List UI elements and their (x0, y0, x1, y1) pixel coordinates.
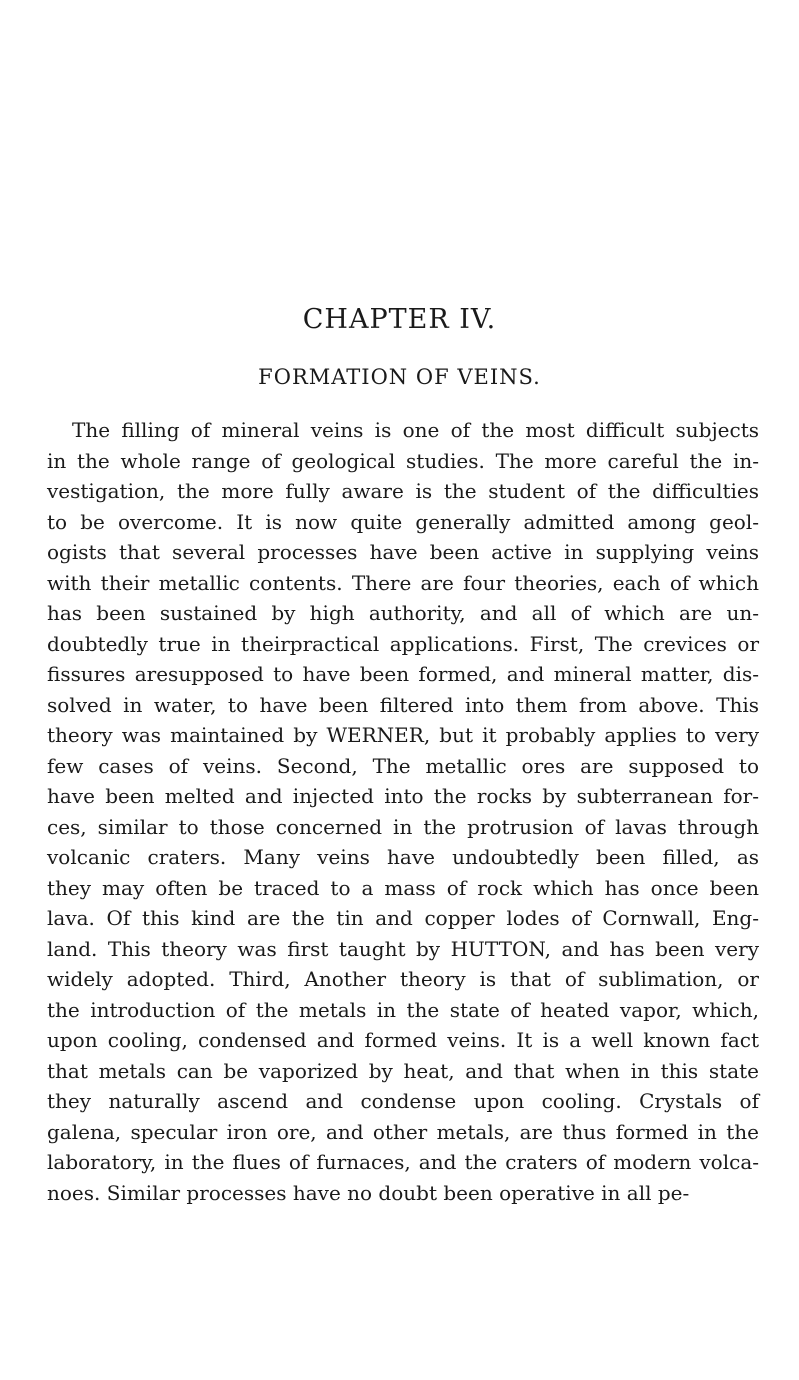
text-line: has been sustained by high authority, and all of which are un- (47, 601, 759, 625)
text-line: land. This theory was first taught by HUTTON, and has been very (47, 936, 759, 961)
text-line: few cases of veins. Second, The metallic ores are supposed to (47, 753, 759, 778)
text-line: have been melted and injected into the rocks by subterranean for- (47, 784, 759, 808)
section-title: FORMATION OF VEINS. (258, 365, 541, 389)
text-line: ogists that several processes have been active in supplying veins (47, 540, 759, 564)
text-line: that metals can be vaporized by heat, and that when in this state (47, 1058, 759, 1083)
text-line: theory was maintained by WERNER, but it probably applies to very (47, 723, 759, 747)
chapter-title: CHAPTER IV. (302, 304, 497, 335)
body-paragraph (47, 415, 759, 1208)
text-line: in the whole range of geological studies. The more careful the in- (47, 448, 759, 473)
text-line: upon cooling, condensed and formed veins. It is a well known fact (47, 1028, 759, 1052)
text-line: to be overcome. It is now quite generally admitted among geol- (47, 509, 759, 534)
text-line: fissures aresupposed to have been formed, and mineral matter, dis- (47, 662, 759, 686)
text-line: galena, specular iron ore, and other metals, are thus formed in the (47, 1119, 759, 1144)
text-line: widely adopted. Third, Another theory is that of sublimation, or (47, 967, 759, 991)
text-line: ces, similar to those concerned in the protrusion of lavas through (47, 814, 759, 839)
text-line: solved in water, to have been filtered into them from above. This (47, 692, 759, 717)
text-line: noes. Similar processes have no doubt been operative in all pe- (47, 1180, 690, 1205)
text-line: lava. Of this kind are the tin and copper lodes of Cornwall, Eng- (47, 906, 759, 930)
text-line: vestigation, the more fully aware is the student of the difficulties (47, 479, 759, 503)
text-line: doubtedly true in theirpractical applications. First, The crevices or (47, 631, 759, 656)
text-line: The filling of mineral veins is one of the most difficult subjects (72, 418, 759, 442)
text-line: with their metallic contents. There are four theories, each of which (47, 570, 759, 595)
text-line: volcanic craters. Many veins have undoubtedly been filled, as (47, 845, 759, 869)
text-line: they may often be traced to a mass of rock which has once been (47, 875, 759, 900)
text-line: laboratory, in the flues of furnaces, and the craters of modern volca- (47, 1150, 759, 1174)
text-line: they naturally ascend and condense upon cooling. Crystals of (47, 1089, 759, 1113)
text-line: the introduction of the metals in the state of heated vapor, which, (47, 997, 759, 1022)
